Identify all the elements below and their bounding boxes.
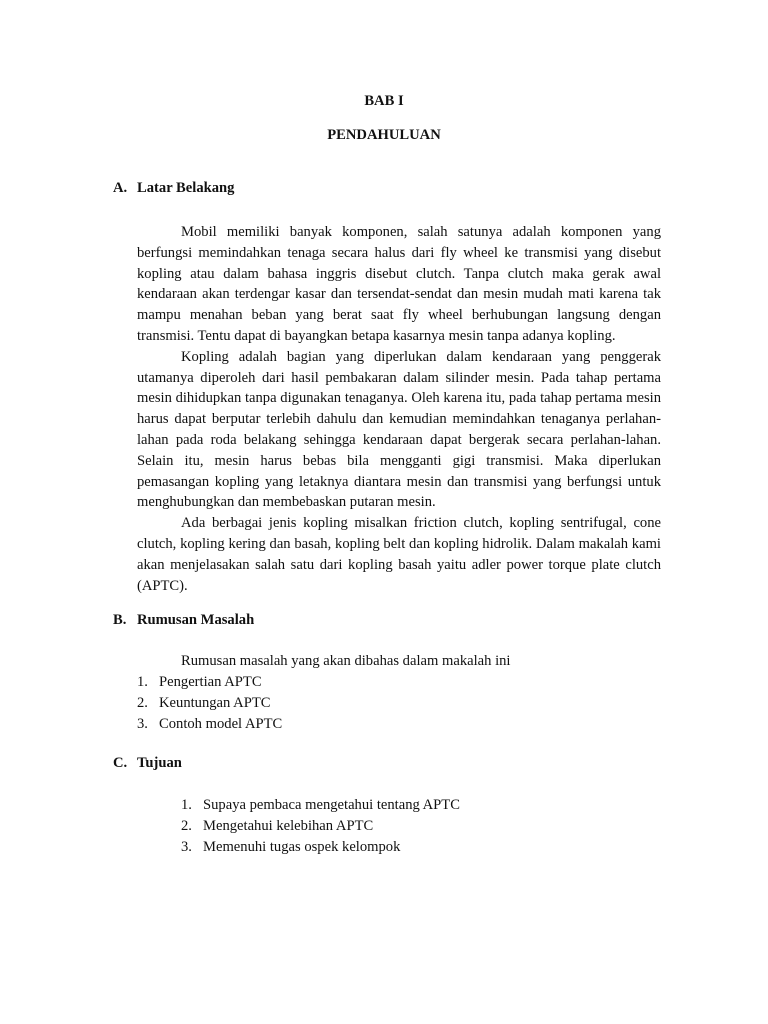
section-b-letter: B.: [113, 612, 127, 628]
list-number: 2.: [137, 694, 148, 711]
list-number: 1.: [137, 674, 148, 690]
section-a-letter: A.: [113, 180, 128, 196]
section-c-list: [181, 795, 460, 857]
section-b-list: [137, 672, 282, 734]
section-c-title: Tujuan: [137, 755, 182, 771]
paragraph-1: Mobil memiliki banyak komponen, salah satunya adalah komponen yang berfungsi memindahkan tenaga secara halus dari fly wheel ke transmisi yang disebut kopling atau dalam bahasa inggris disebut clutch. Tanpa clutch maka gerak awal kendaraan akan terdengar kasar dan tersendat-sendat dan mesin mudah mati karena tak mampu menahan beban yang berat saat fly wheel berhubungan langsung dengan transmisi. Tentu dapat di bayangkan betapa kasarnya mesin tanpa adanya kopling.: [137, 224, 661, 344]
section-b-heading: [113, 612, 254, 629]
list-number: 2.: [181, 817, 192, 834]
section-c-letter: C.: [113, 755, 128, 771]
section-b-title: Rumusan Masalah: [137, 612, 255, 628]
list-item: [181, 837, 460, 858]
list-text: Keuntungan APTC: [159, 694, 271, 711]
list-text: Memenuhi tugas ospek kelompok: [203, 838, 401, 855]
list-item: [137, 714, 282, 735]
section-b-intro: Rumusan masalah yang akan dibahas dalam makalah ini: [181, 653, 511, 669]
chapter-label: BAB I: [364, 93, 404, 109]
section-a-body: [137, 222, 661, 596]
paragraph-3: Ada berbagai jenis kopling misalkan friction clutch, kopling sentrifugal, cone clutch, kopling kering dan basah, kopling belt dan kopling hidrolik. Dalam makalah kami akan menjelasakan salah satu dari kopling basah yaitu adler power torque plate clutch (APTC).: [137, 515, 661, 594]
list-number: 3.: [181, 838, 192, 855]
list-text: Mengetahui kelebihan APTC: [203, 817, 374, 834]
section-c-heading: [113, 755, 182, 772]
list-text: Contoh model APTC: [159, 715, 283, 732]
section-a-title: Latar Belakang: [137, 180, 235, 196]
chapter-title: PENDAHULUAN: [327, 127, 441, 143]
list-text: Supaya pembaca mengetahui tentang APTC: [203, 797, 460, 813]
paragraph-2: Kopling adalah bagian yang diperlukan dalam kendaraan yang penggerak utamanya diperoleh dari hasil pembakaran dalam silinder mesin. Pada tahap pertama mesin dihidupkan tanpa digunakan tenaganya. Oleh karena itu, pada tahap pertama mesin harus dapat berputar terlebih dahulu dan kemudian memindahkan tenaganya perlahan-lahan pada roda belakang sehingga kendaraan dapat bergerak secara perlahan-lahan. Selain itu, mesin harus bebas bila mengganti gigi transmisi. Maka diperlukan pemasangan kopling yang letaknya diantara mesin dan transmisi yang berfungsi untuk menghubungkan dan membebaskan putaran mesin.: [137, 348, 661, 511]
list-number: 3.: [137, 715, 148, 732]
list-item: [137, 693, 282, 714]
list-number: 1.: [181, 797, 192, 813]
list-item: [181, 795, 460, 816]
list-item: [137, 672, 282, 693]
section-a-heading: [113, 180, 234, 197]
list-text: Pengertian APTC: [159, 674, 262, 690]
list-item: [181, 816, 460, 837]
